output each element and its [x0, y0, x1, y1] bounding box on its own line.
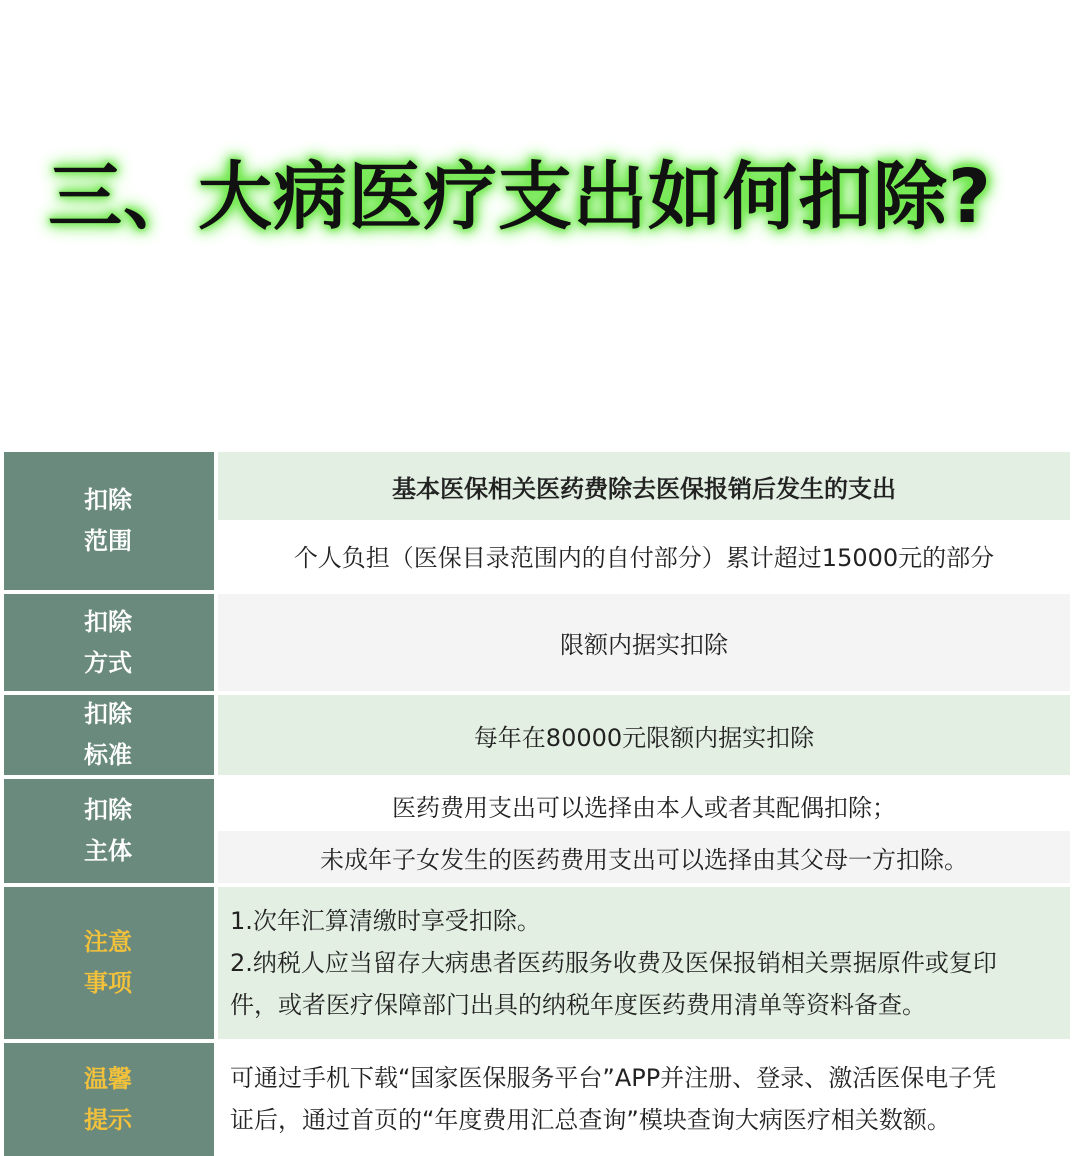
row-label-scope	[4, 452, 214, 590]
label-line: 扣除	[84, 700, 132, 728]
tips-line: 可通过手机下载“国家医保服务平台”APP并注册、登录、激活医保电子凭	[230, 1064, 997, 1092]
table-row-method	[4, 594, 1070, 691]
method-content: 限额内据实扣除	[218, 594, 1070, 691]
label-line: 注意	[84, 928, 132, 956]
deduction-table	[4, 452, 1070, 1156]
row-label-tips	[4, 1043, 214, 1156]
notes-content	[218, 887, 1070, 1039]
scope-heading: 基本医保相关医药费除去医保报销后发生的支出	[218, 452, 1070, 520]
notes-line: 1.次年汇算清缴时享受扣除。	[230, 907, 541, 935]
scope-detail: 个人负担（医保目录范围内的自付部分）累计超过15000元的部分	[218, 520, 1070, 590]
row-label-subject	[4, 779, 214, 883]
label-line: 标准	[84, 741, 132, 769]
table-row-standard	[4, 695, 1070, 775]
label-line: 事项	[84, 969, 132, 997]
standard-content: 每年在80000元限额内据实扣除	[218, 695, 1070, 775]
tips-content	[218, 1043, 1070, 1156]
notes-line: 2.纳税人应当留存大病患者医药服务收费及医保报销相关票据原件或复印	[230, 949, 997, 977]
label-line: 范围	[84, 527, 132, 555]
label-line: 扣除	[84, 486, 132, 514]
table-row-tips	[4, 1043, 1070, 1156]
row-label-standard	[4, 695, 214, 775]
table-row-scope	[4, 452, 1070, 590]
tips-line: 证后，通过首页的“年度费用汇总查询”模块查询大病医疗相关数额。	[230, 1106, 951, 1134]
label-line: 温馨	[84, 1064, 132, 1093]
subject-line-2: 未成年子女发生的医药费用支出可以选择由其父母一方扣除。	[218, 831, 1070, 883]
row-label-method	[4, 594, 214, 691]
subject-line-1: 医药费用支出可以选择由本人或者其配偶扣除；	[218, 779, 1070, 831]
table-row-notes	[4, 887, 1070, 1039]
page-title: 三、大病医疗支出如何扣除?	[48, 154, 992, 240]
label-line: 方式	[84, 648, 132, 677]
label-line: 主体	[84, 837, 132, 865]
notes-line: 件，或者医疗保障部门出具的纳税年度医药费用清单等资料备查。	[230, 991, 926, 1019]
label-line: 扣除	[84, 607, 132, 636]
label-line: 扣除	[84, 796, 132, 824]
label-line: 提示	[84, 1105, 132, 1134]
row-label-notes	[4, 887, 214, 1039]
table-row-subject	[4, 779, 1070, 883]
